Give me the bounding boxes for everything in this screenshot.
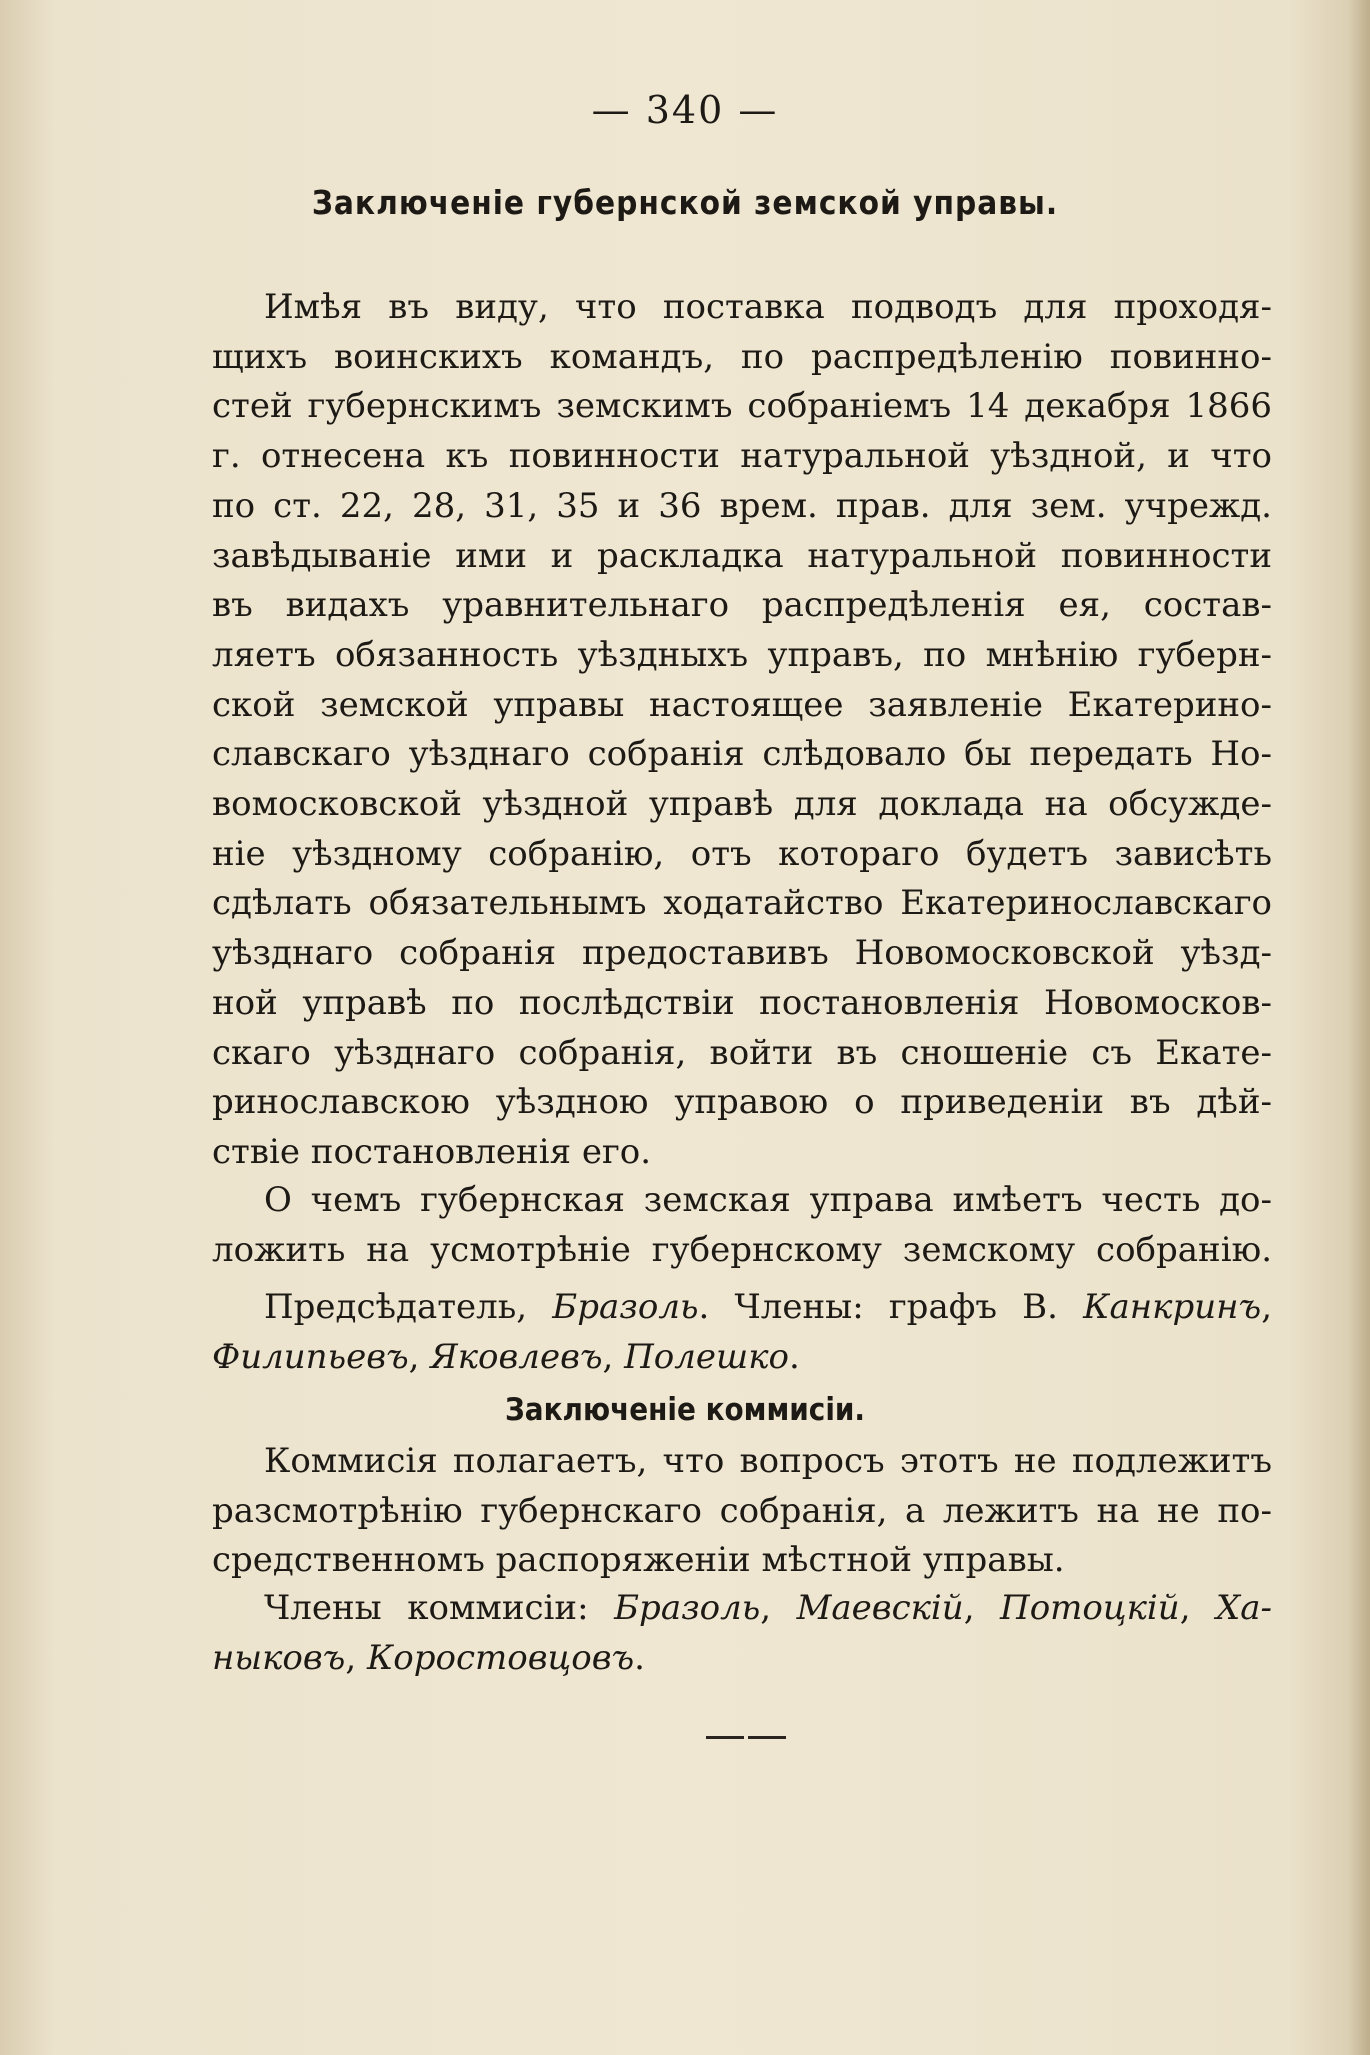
text-line: О чемъ губернская земская управа имѣетъ честь до- xyxy=(264,1180,1272,1220)
text-line: стей губернскимъ земскимъ собраніемъ 14 декабря 1866 xyxy=(212,386,1272,427)
page-gutter-shadow xyxy=(1348,0,1370,2055)
text-line: вомосковской уѣздной управѣ для доклада на обсужде- xyxy=(212,784,1272,825)
paragraph-report-submission xyxy=(212,1176,1272,1275)
signature-text: , xyxy=(963,1588,1001,1628)
chair-name: Бразоль xyxy=(552,1287,699,1327)
signature-text: , xyxy=(1179,1588,1217,1628)
text-line: ніе уѣздному собранію, отъ котораго будетъ зависѣть xyxy=(212,833,1272,874)
member-name: Маевскій xyxy=(796,1588,964,1628)
text-line: средственномъ распоряженіи мѣстной управы. xyxy=(212,1540,1065,1581)
member-name: Ха- xyxy=(1216,1588,1272,1628)
signature-text: , xyxy=(408,1336,431,1377)
text-line: ной управѣ по послѣдствіи постановленія Новомосков- xyxy=(212,982,1272,1023)
member-name: Филипьевъ xyxy=(212,1336,409,1377)
signature-line xyxy=(212,1283,1272,1333)
text-line: скаго уѣзднаго собранія, войти въ сношеніе съ Екате- xyxy=(212,1032,1272,1073)
text-line: сдѣлать обязательнымъ ходатайство Екатеринославскаго xyxy=(212,883,1272,924)
signatures-board xyxy=(212,1283,1272,1382)
text-line: щихъ воинскихъ командъ, по распредѣленію повинно- xyxy=(212,336,1272,377)
signature-line xyxy=(212,1584,1272,1634)
member-name: Яковлевъ xyxy=(430,1336,603,1377)
end-rule-divider xyxy=(706,1736,786,1739)
text-line: по ст. 22, 28, 31, 35 и 36 врем. прав. для зем. учрежд. xyxy=(212,485,1272,526)
text-line: г. отнесена къ повинности натуральной уѣздной, и что xyxy=(212,436,1272,477)
text-line: Имѣя въ виду, что поставка подводъ для проходя- xyxy=(264,287,1272,327)
member-name: Полешко xyxy=(624,1336,790,1377)
text-line: славскаго уѣзднаго собранія слѣдовало бы передать Но- xyxy=(212,734,1272,775)
signature-text: , xyxy=(345,1637,367,1678)
signature-text: Члены коммисіи: xyxy=(264,1588,615,1628)
member-name: ныковъ xyxy=(212,1637,346,1678)
member-name: Канкринъ xyxy=(1083,1287,1262,1327)
member-name: Бразоль xyxy=(614,1588,761,1628)
text-line: Коммисія полагаетъ, что вопросъ этотъ не подлежитъ xyxy=(264,1441,1272,1481)
section-heading-commission: Заключеніе коммисіи. xyxy=(504,1392,866,1428)
text-line: ляетъ обязанность уѣздныхъ управъ, по мнѣнію губерн- xyxy=(212,634,1272,675)
paragraph-board-conclusion xyxy=(212,283,1272,1178)
signatures-commission xyxy=(212,1584,1272,1683)
signature-text: Предсѣдатель, xyxy=(264,1287,553,1327)
text-line: завѣдываніе ими и раскладка натуральной повинности xyxy=(212,535,1272,576)
signature-text: , xyxy=(760,1588,797,1628)
signature-text: , xyxy=(602,1336,625,1377)
text-line: ложить на усмотрѣніе губернскому земскому собранію. xyxy=(212,1229,1272,1270)
text-line: ствіе постановленія его. xyxy=(212,1131,652,1172)
signature-line xyxy=(212,1634,1272,1684)
signature-text: . xyxy=(634,1637,645,1678)
paragraph-commission-conclusion xyxy=(212,1437,1272,1586)
signature-line xyxy=(212,1333,1272,1383)
signature-text: , xyxy=(1261,1287,1272,1327)
signature-text: . Члены: графъ В. xyxy=(698,1287,1084,1327)
text-line: разсмотрѣнію губернскаго собранія, а лежитъ на не по- xyxy=(212,1490,1272,1531)
page-number: — 340 — xyxy=(591,88,779,132)
member-name: Коростовцовъ xyxy=(366,1637,635,1678)
text-line: ской земской управы настоящее заявленіе Екатерино- xyxy=(212,684,1272,725)
signature-text: . xyxy=(789,1336,800,1377)
text-line: уѣзднаго собранія предоставивъ Новомосковской уѣзд- xyxy=(212,933,1272,974)
text-line: въ видахъ уравнительнаго распредѣленія ея, состав- xyxy=(212,585,1272,626)
member-name: Потоцкій xyxy=(1000,1588,1180,1628)
text-line: ринославскою уѣздною управою о приведеніи въ дѣй- xyxy=(212,1082,1272,1123)
section-heading-provincial-board: Заключеніе губернской земской управы. xyxy=(311,183,1059,222)
